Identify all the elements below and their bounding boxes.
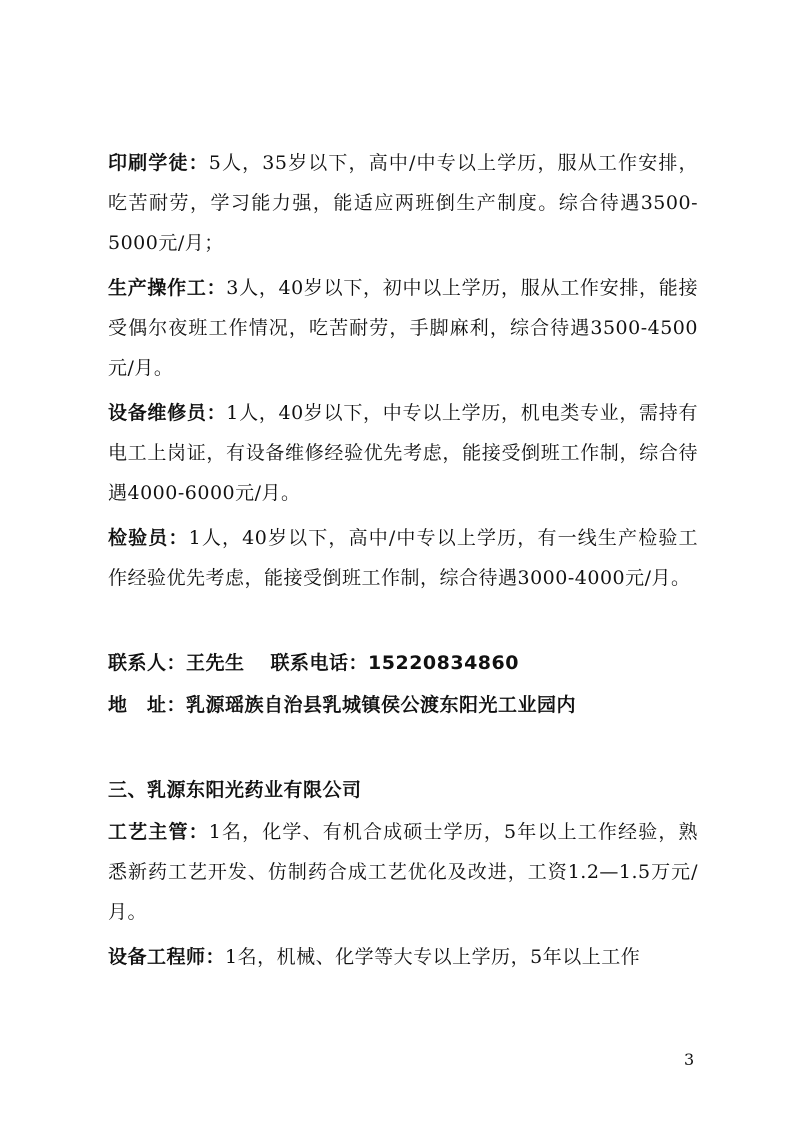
address-label: 地 址： [108,694,187,716]
job-inspector [108,518,698,598]
job-title: 设备工程师： [108,946,226,968]
job-description: 5人，35岁以下，高中/中专以上学历，服从工作安排，吃苦耐劳，学习能力强，能适应两班倒生产制度。综合待遇3500-5000元/月； [108,152,698,254]
contact-phone-label: 联系电话： [270,652,369,674]
job-title: 检验员： [108,527,189,549]
job-description: 1名，机械、化学等大专以上学历，5年以上工作 [225,946,641,968]
job-title: 生产操作工： [108,277,227,299]
job-title: 印刷学徒： [108,152,209,174]
job-description: 1名，化学、有机合成硕士学历，5年以上工作经验，熟悉新药工艺开发、仿制药合成工艺优化及改进，工资1.2—1.5万元/月。 [108,821,698,923]
job-process-supervisor [108,812,698,932]
contact-phone: 15220834860 [368,652,519,674]
job-description: 1人，40岁以下，中专以上学历，机电类专业，需持有电工上岗证，有设备维修经验优先考虑，能接受倒班工作制，综合待遇4000-6000元/月。 [108,402,698,504]
job-title: 设备维修员： [108,402,227,424]
contact-line [108,643,519,683]
contact-person-label: 联系人： [108,652,187,674]
job-description: 3人，40岁以下，初中以上学历，服从工作安排，能接受偶尔夜班工作情况，吃苦耐劳，手脚麻利，综合待遇3500-4500元/月。 [108,277,698,379]
job-equipment-engineer [108,937,698,977]
job-production-operator [108,268,698,388]
section-heading: 三、乳源东阳光药业有限公司 [108,779,362,801]
job-print-apprentice [108,143,698,263]
job-title: 工艺主管： [108,821,209,843]
contact-person: 王先生 [186,652,245,674]
job-equipment-repairer [108,393,698,513]
page-number: 3 [684,1050,695,1069]
address-line [108,685,576,725]
job-description: 1人，40岁以下，高中/中专以上学历，有一线生产检验工作经验优先考虑，能接受倒班工作制，综合待遇3000-4000元/月。 [108,527,698,589]
address: 乳源瑶族自治县乳城镇侯公渡东阳光工业园内 [186,694,577,716]
